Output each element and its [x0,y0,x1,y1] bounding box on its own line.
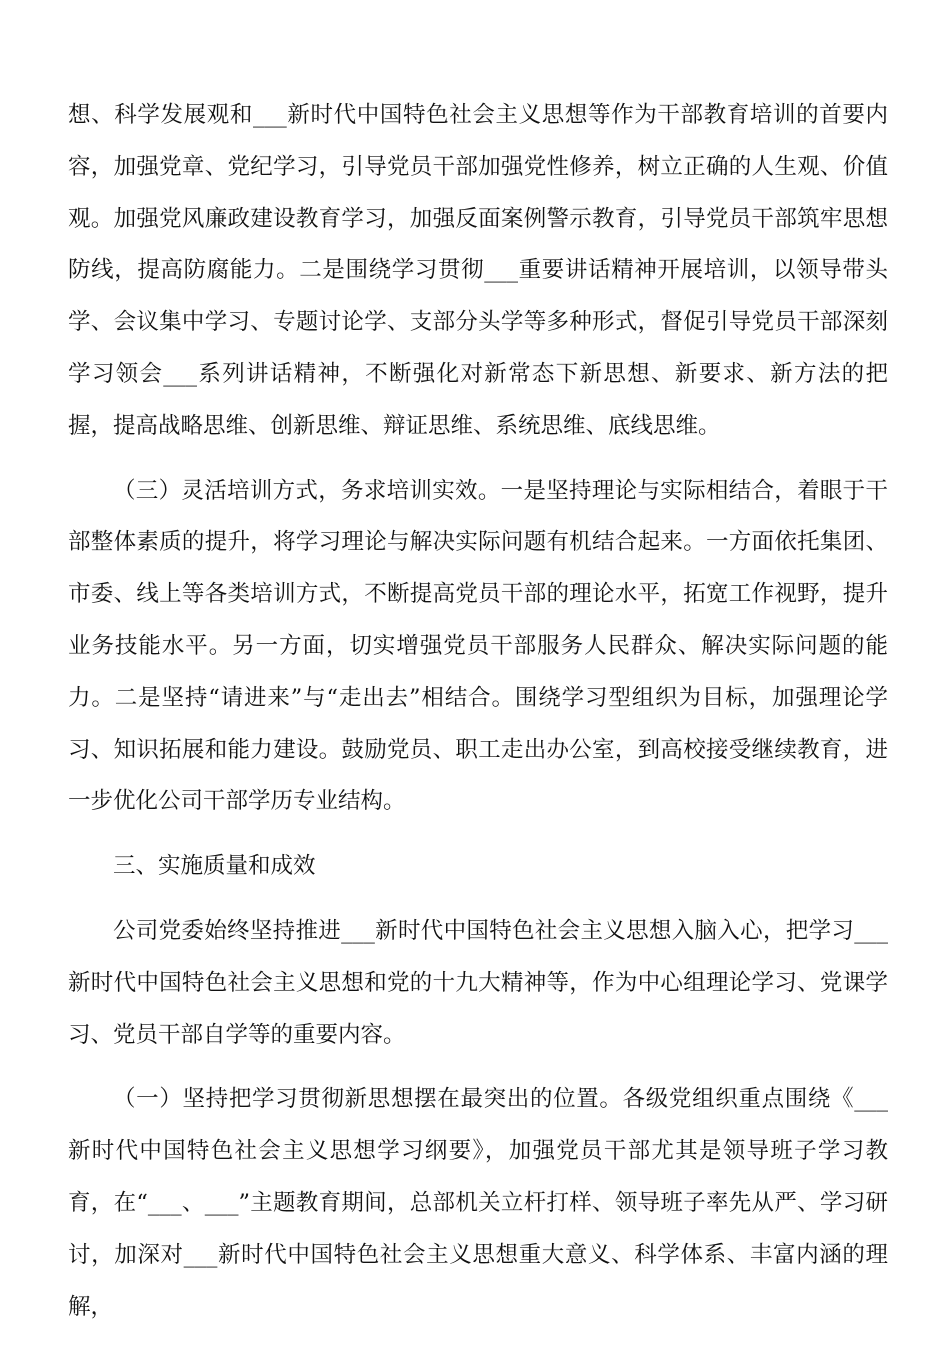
paragraph-new-thought-study: （一）坚持把学习贯彻新思想摆在最突出的位置。各级党组织重点围绕《___新时代中国特色社会主义思想学习纲要》，加强党员干部尤其是领导班子学习教育，在“___、___”主题教育期间，总部机关立杆打样、领导班子率先从严、学习研讨，加深对___新时代中国特色社会主义思想重大意义、科学体系、丰富内涵的理解， [68,1086,888,1320]
paragraph-training-methods: （三）灵活培训方式，务求培训实效。一是坚持理论与实际相结合，着眼于干部整体素质的提升，将学习理论与解决实际问题有机结合起来。一方面依托集团、市委、线上等各类培训方式，不断提高党员干部的理论水平，拓宽工作视野，提升业务技能水平。另一方面，切实增强党员干部服务人民群众、解决实际问题的能力。二是坚持“请进来”与“走出去”相结合。围绕学习型组织为目标，加强理论学习、知识拓展和能力建设。鼓励党员、职工走出办公室，到高校接受继续教育，进一步优化公司干部学历专业结构。 [68,477,888,815]
paragraph-party-committee: 公司党委始终坚持推进___新时代中国特色社会主义思想入脑入心，把学习___新时代中国特色社会主义思想和党的十九大精神等，作为中心组理论学习、党课学习、党员干部自学等的重要内容。 [68,917,888,1048]
paragraph-continuation: 想、科学发展观和___新时代中国特色社会主义思想等作为干部教育培训的首要内容，加强党章、党纪学习，引导党员干部加强党性修养，树立正确的人生观、价值观。加强党风廉政建设教育学习，加强反面案例警示教育，引导党员干部筑牢思想防线，提高防腐能力。二是围绕学习贯彻___重要讲话精神开展培训，以领导带头学、会议集中学习、专题讨论学、支部分头学等多种形式，督促引导党员干部深刻学习领会___系列讲话精神，不断强化对新常态下新思想、新要求、新方法的把握，提高战略思维、创新思维、辩证思维、系统思维、底线思维。 [68,102,888,439]
section-heading-quality-results: 三、实施质量和成效 [113,853,316,880]
document-body [68,90,888,1346]
